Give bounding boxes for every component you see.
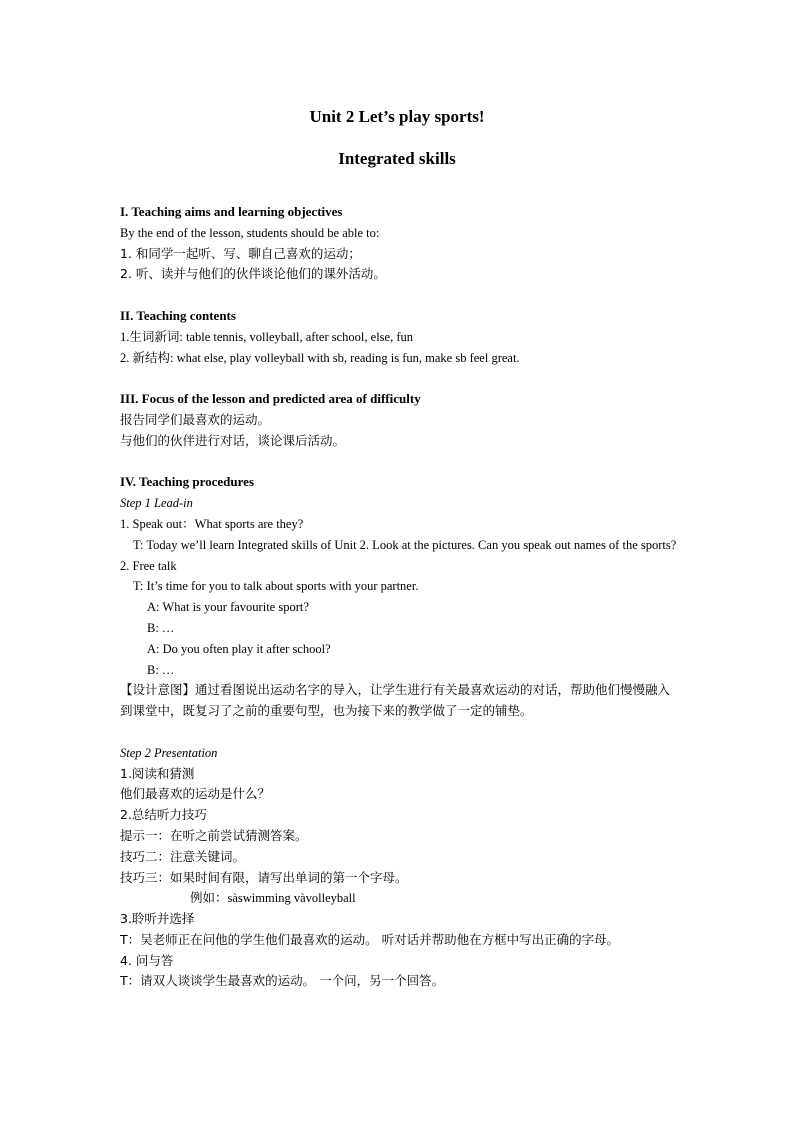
spacer — [120, 368, 680, 389]
step2-line: 技巧二：注意关键词。 — [120, 848, 246, 864]
document-title: Unit 2 Let’s play sports! — [309, 107, 485, 126]
step1-teacher-line: T: Today we’ll learn Integrated skills of Unit 2. Look at the pictures. Can you speak out names of the sports? — [133, 537, 677, 552]
spacer — [120, 722, 680, 743]
step2-line: 4. 问与答 — [120, 952, 174, 968]
section-heading-procedures: IV. Teaching procedures — [120, 474, 255, 490]
dialogue-line: B: … — [147, 662, 175, 677]
spacer — [120, 452, 680, 473]
step-title: Step 2 Presentation — [120, 745, 218, 760]
document-body — [120, 202, 680, 992]
step2-line: 他们最喜欢的运动是什么？ — [120, 786, 271, 802]
step1-item-free-talk: 2. Free talk — [120, 558, 177, 573]
step2-line: T：请双人谈谈学生最喜欢的运动。 一个问，另一个回答。 — [120, 973, 445, 989]
step2-example: 例如：sàswimming vàvolleyball — [190, 891, 356, 906]
contents-item: 2. 新结构: what else, play volleyball with sb, reading is fun, make sb feel great. — [120, 350, 520, 365]
step2-line: 技巧三：如果时间有限，请写出单词的第一个字母。 — [120, 869, 408, 885]
step2-line: 提示一：在听之前尝试猜测答案。 — [120, 827, 308, 843]
step1-teacher-line: T: It’s time for you to talk about sports with your partner. — [133, 579, 419, 594]
dialogue-line: B: … — [147, 620, 175, 635]
contents-item: 1.生词新词: table tennis, volleyball, after school, else, fun — [120, 329, 413, 344]
dialogue-line: A: Do you often play it after school? — [147, 641, 331, 656]
step2-line: 2.总结听力技巧 — [120, 807, 207, 823]
step2-line: T：吴老师正在问他的学生他们最喜欢的运动。 听对话并帮助他在方框中写出正确的字母。 — [120, 931, 620, 947]
document-subtitle: Integrated skills — [338, 149, 456, 168]
section-heading-contents: II. Teaching contents — [120, 307, 236, 323]
section-heading-focus: III. Focus of the lesson and predicted area of difficulty — [120, 391, 421, 407]
spacer — [120, 285, 680, 306]
step1-item-speak-out: 1. Speak out：What sports are they? — [120, 516, 304, 531]
aims-intro: By the end of the lesson, students should be able to: — [120, 225, 380, 240]
section-heading-aims: I. Teaching aims and learning objectives — [120, 204, 343, 219]
focus-item: 与他们的伙伴进行对话，谈论课后活动。 — [120, 432, 346, 448]
step-title: Step 1 Lead-in — [120, 496, 193, 511]
design-intent: 【设计意图】通过看图说出运动名字的导入，让学生进行有关最喜欢运动的对话，帮助他们慢慢融入到课堂中，既复习了之前的重要句型，也为接下来的教学做了一定的铺垫。 — [120, 682, 671, 719]
aims-item: 1. 和同学一起听、写、聊自己喜欢的运动； — [120, 245, 361, 261]
aims-item: 2. 听、读并与他们的伙伴谈论他们的课外活动。 — [120, 266, 386, 282]
dialogue-line: A: What is your favourite sport? — [147, 600, 309, 615]
step2-line: 1.阅读和猜测 — [120, 765, 195, 781]
focus-item: 报告同学们最喜欢的运动。 — [120, 411, 271, 427]
step2-line: 3.聆听并选择 — [120, 911, 195, 927]
